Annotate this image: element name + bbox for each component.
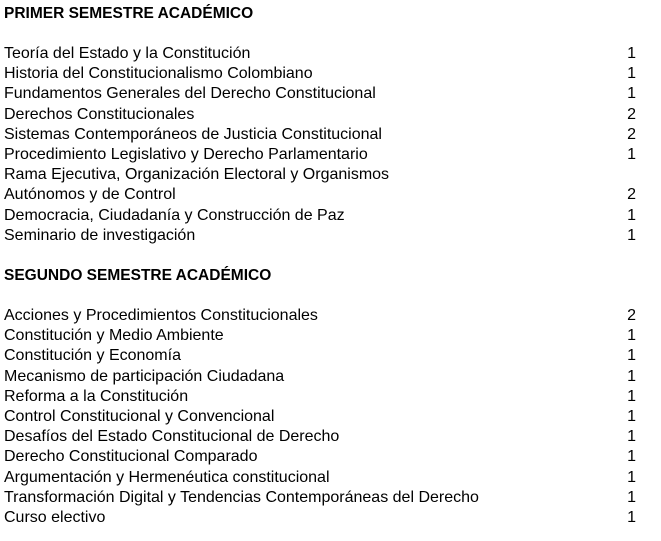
course-row: [4, 84, 636, 104]
course-row: [4, 206, 636, 226]
section-spacer: [4, 246, 636, 266]
course-credits: 1: [627, 448, 636, 466]
course-name: Reforma a la Constitución: [4, 387, 189, 405]
course-row: [4, 387, 636, 407]
course-name: Procedimiento Legislativo y Derecho Parlamentario: [4, 146, 368, 164]
course-name: Constitución y Economía: [4, 347, 181, 365]
course-credits: 1: [627, 408, 636, 426]
course-name: Democracia, Ciudadanía y Construcción de Paz: [4, 206, 345, 224]
course-row: [4, 165, 636, 205]
course-name: Seminario de investigación: [4, 226, 196, 244]
course-name: Curso electivo: [4, 509, 106, 527]
course-credits: 2: [627, 105, 636, 123]
course-credits: 1: [627, 327, 636, 345]
course-row: [4, 427, 636, 447]
course-name: Derechos Constitucionales: [4, 105, 195, 123]
course-name: Rama Ejecutiva, Organización Electoral y Organismos Autónomos y de Control: [4, 166, 390, 204]
course-row: [4, 407, 636, 427]
course-row: [4, 306, 636, 326]
course-credits: 1: [627, 65, 636, 83]
course-list-second-semester: [4, 306, 636, 528]
course-credits: 1: [627, 468, 636, 486]
course-list-first-semester: [4, 44, 636, 246]
course-name: Desafíos del Estado Constitucional de Derecho: [4, 428, 340, 446]
course-row: [4, 508, 636, 528]
course-name: Teoría del Estado y la Constitución: [4, 45, 251, 62]
course-credits: 2: [627, 125, 636, 143]
course-row: [4, 64, 636, 84]
course-credits: 1: [627, 206, 636, 224]
course-credits: 1: [627, 488, 636, 506]
course-credits: 1: [627, 367, 636, 385]
course-credits: 1: [627, 85, 636, 103]
course-credits: 2: [627, 307, 636, 325]
course-credits: 1: [627, 226, 636, 244]
course-name: Constitución y Medio Ambiente: [4, 327, 224, 345]
course-row: [4, 468, 636, 488]
course-row: [4, 326, 636, 346]
course-credits: 1: [627, 509, 636, 527]
course-row: [4, 447, 636, 467]
course-name: Acciones y Procedimientos Constitucionales: [4, 307, 318, 325]
course-row: [4, 44, 636, 64]
curriculum-document: [4, 4, 636, 528]
course-row: [4, 367, 636, 387]
course-name: Mecanismo de participación Ciudadana: [4, 367, 285, 385]
course-row: [4, 125, 636, 145]
course-name: Sistemas Contemporáneos de Justicia Constitucional: [4, 125, 382, 143]
course-credits: 1: [627, 428, 636, 446]
course-credits: 1: [627, 347, 636, 365]
course-credits: 1: [627, 146, 636, 164]
course-name: Derecho Constitucional Comparado: [4, 448, 258, 466]
section-title-first-semester: PRIMER SEMESTRE ACADÉMICO: [4, 5, 254, 22]
course-row: [4, 488, 636, 508]
course-name: Transformación Digital y Tendencias Contemporáneas del Derecho: [4, 488, 479, 506]
course-name: Fundamentos Generales del Derecho Constitucional: [4, 85, 376, 103]
section-title-second-semester: SEGUNDO SEMESTRE ACADÉMICO: [4, 267, 272, 285]
course-name: Historia del Constitucionalismo Colombiano: [4, 65, 313, 83]
course-row: [4, 346, 636, 366]
course-credits: 1: [627, 387, 636, 405]
course-name: Argumentación y Hermenéutica constitucional: [4, 468, 330, 486]
course-credits: 1: [627, 45, 636, 62]
course-name: Control Constitucional y Convencional: [4, 408, 275, 426]
course-credits: 2: [627, 186, 636, 204]
course-row: [4, 145, 636, 165]
course-row: [4, 105, 636, 125]
course-row: [4, 226, 636, 246]
